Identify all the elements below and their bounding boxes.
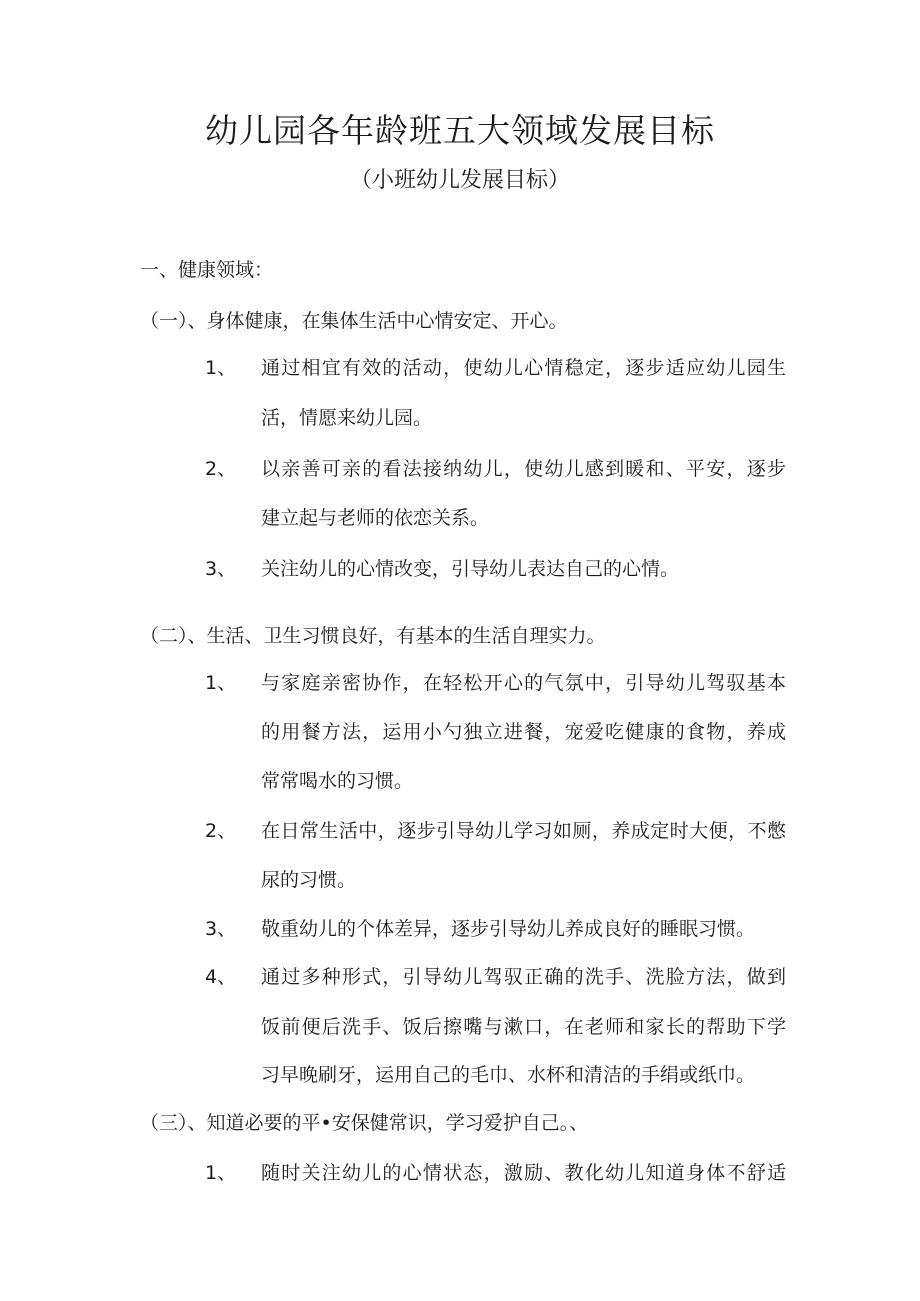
- item-line: 习早晚刷牙，运用自己的毛巾、水杯和清洁的手绢或纸巾。: [261, 1064, 756, 1086]
- item-line: 敬重幼儿的个体差异，逐步引导幼儿养成良好的睡眠习惯。: [261, 918, 756, 940]
- item-number: 1、: [205, 1162, 237, 1184]
- item-number: 3、: [205, 918, 237, 940]
- item-number: 2、: [205, 458, 237, 480]
- item-line: 的用餐方法，运用小勺独立进餐，宠爱吃健康的食物，养成: [261, 721, 786, 743]
- item-line: 以亲善可亲的看法接纳幼儿，使幼儿感到暖和、平安，逐步: [261, 458, 786, 480]
- subsection-heading-2: （二）、生活、卫生习惯良好，有基本的生活自理实力。: [140, 625, 606, 647]
- subsection-heading-1: （一）、身体健康，在集体生活中心情安定、开心。: [140, 310, 568, 332]
- item-line: 尿的习惯。: [261, 869, 357, 891]
- document-subtitle: （小班幼儿发展目标）: [349, 168, 570, 193]
- subsection-heading-3: （三）、知道必要的平•安保健常识，学习爱护自己。、: [140, 1112, 589, 1134]
- item-line: 常常喝水的习惯。: [261, 770, 414, 792]
- item-line: 饭前便后洗手、饭后擦嘴与漱口，在老师和家长的帮助下学: [261, 1016, 786, 1038]
- item-line: 通过多种形式，引导幼儿驾驭正确的洗手、洗脸方法，做到: [261, 966, 786, 988]
- item-line: 关注幼儿的心情改变，引导幼儿表达自己的心情。: [261, 558, 680, 580]
- item-line: 与家庭亲密协作，在轻松开心的气氛中，引导幼儿驾驭基本: [261, 672, 786, 694]
- item-number: 1、: [205, 357, 237, 379]
- item-line: 建立起与老师的依恋关系。: [261, 507, 490, 529]
- item-number: 4、: [205, 966, 237, 988]
- item-number: 2、: [205, 820, 237, 842]
- item-line: 在日常生活中，逐步引导幼儿学习如厕，养成定时大便，不憋: [261, 820, 786, 842]
- item-line: 活，情愿来幼儿园。: [261, 407, 433, 429]
- document-title: 幼儿园各年龄班五大领域发展目标: [205, 111, 715, 150]
- item-line: 通过相宜有效的活动，使幼儿心情稳定，逐步适应幼儿园生: [261, 357, 786, 379]
- section-heading-health: 一、健康领域：: [140, 259, 274, 281]
- item-line: 随时关注幼儿的心情状态，激励、教化幼儿知道身体不舒适: [261, 1162, 786, 1184]
- item-number: 1、: [205, 672, 237, 694]
- item-number: 3、: [205, 558, 237, 580]
